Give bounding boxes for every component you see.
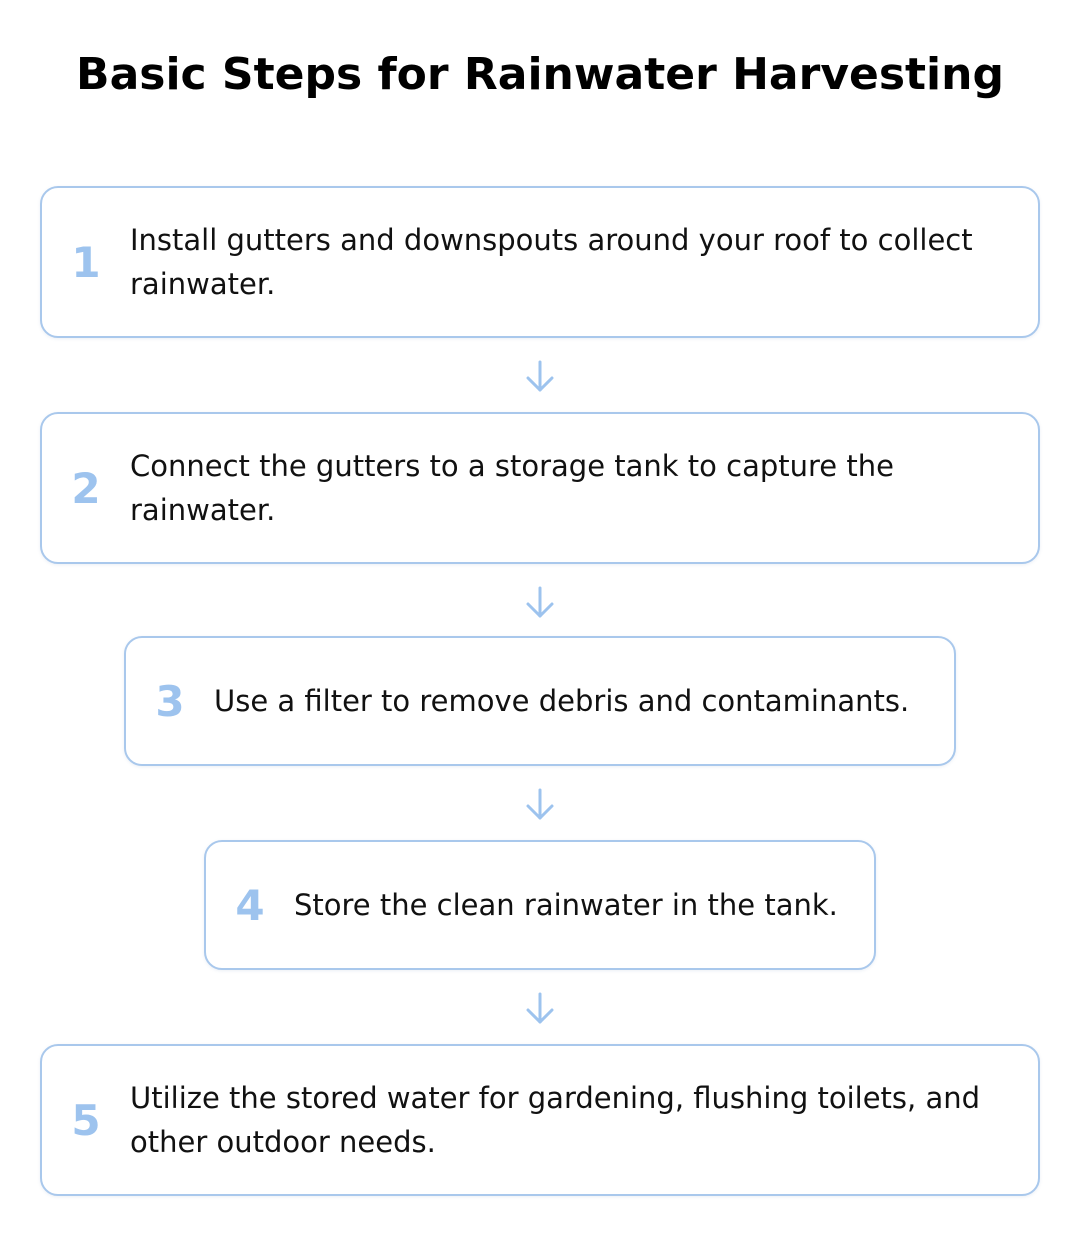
down-arrow-icon [524,788,556,822]
step-number: 5 [71,1095,101,1145]
step-text: Connect the gutters to a storage tank to capture the rainwater. [130,449,894,527]
step-box-4 [204,840,876,970]
step-box-5 [40,1044,1040,1196]
step-text: Use a filter to remove debris and contaminants. [214,684,910,718]
step-number: 1 [71,237,101,287]
step-text: Utilize the stored water for gardening, flushing toilets, and other outdoor needs. [130,1081,981,1159]
step-number: 4 [235,880,265,930]
down-arrow-icon [524,586,556,620]
step-box-2 [40,412,1040,564]
step-text: Store the clean rainwater in the tank. [294,888,838,922]
step-box-3 [124,636,956,766]
step-box-1 [40,186,1040,338]
step-number: 3 [155,676,185,726]
down-arrow-icon [524,992,556,1026]
step-text: Install gutters and downspouts around your roof to collect rainwater. [130,223,973,301]
page-title: Basic Steps for Rainwater Harvesting [76,49,1004,100]
step-number: 2 [71,463,101,513]
down-arrow-icon [524,360,556,394]
